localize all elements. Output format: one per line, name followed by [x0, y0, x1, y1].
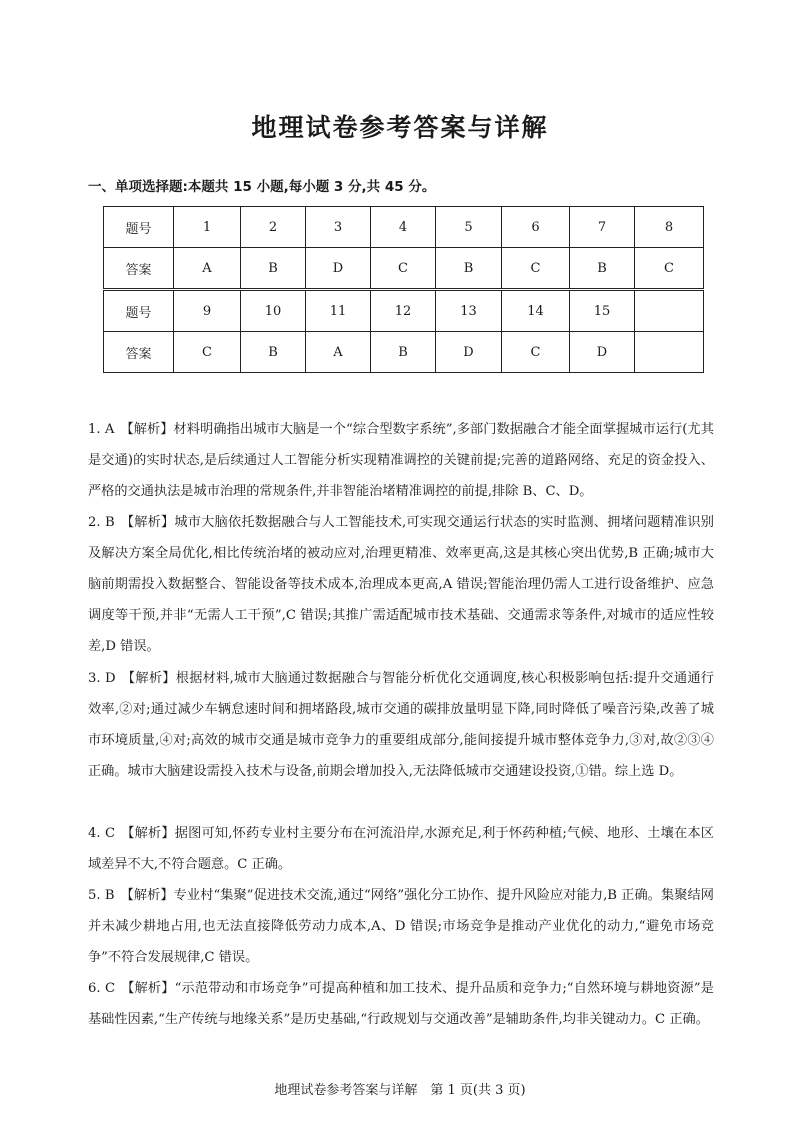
table-cell: C — [502, 248, 570, 290]
table-cell: 3 — [306, 207, 371, 248]
explanation-text: 【解析】专业村“集聚”促进技术交流,通过“网络”强化分工协作、提升风险应对能力,B 正确。集聚结网并未减少耕地占用,也无法直接降低劳动力成本,A、D 错误;市场竞争是推动产业优化的动力,“避免市场竞争”不符合发展规律,C 错误。 — [88, 888, 714, 965]
table-cell: C — [635, 248, 704, 290]
explanation-1 — [88, 414, 714, 507]
table-cell: 15 — [570, 290, 635, 332]
table-cell: C — [174, 332, 241, 373]
question-number: 1. A — [88, 422, 115, 437]
answer-table — [103, 206, 704, 373]
table-cell: 14 — [502, 290, 570, 332]
explanation-5 — [88, 880, 714, 973]
table-cell: A — [306, 332, 371, 373]
explanation-text: 【解析】根据材料,城市大脑通过数据融合与智能分析优化交通调度,核心积极影响包括:提升交通通行效率,②对;通过减少车辆怠速时间和拥堵路段,城市交通的碳排放量明显下降,同时降低了噪音污染,改善了城市环境质量,④对;高效的城市交通是城市竞争力的重要组成部分,能间接提升城市整体竞争力,③对,故②③④正确。城市大脑建设需投入技术与设备,前期会增加投入,无法降低城市交通建设投资,①错。综上选 D。 — [88, 671, 714, 779]
question-number: 6. C — [88, 981, 116, 996]
table-cell — [635, 332, 704, 373]
table-cell: B — [241, 248, 306, 290]
row-header-cell: 答案 — [104, 332, 174, 373]
explanation-text: 【解析】“示范带动和市场竞争”可提高种植和加工技术、提升品质和竞争力;“自然环境与耕地资源”是基础性因素,“生产传统与地缘关系”是历史基础,“行政规划与交通改善”是辅助条件,均非关键动力。C 正确。 — [88, 981, 714, 1027]
table-cell: 8 — [635, 207, 704, 248]
row-header-cell: 题号 — [104, 290, 174, 332]
question-number: 5. B — [88, 888, 115, 903]
table-row — [104, 207, 704, 248]
explanation-text: 【解析】据图可知,怀药专业村主要分布在河流沿岸,水源充足,利于怀药种植;气候、地形、土壤在本区域差异不大,不符合题意。C 正确。 — [88, 826, 714, 872]
table-cell: A — [174, 248, 241, 290]
table-cell: B — [570, 248, 635, 290]
table-cell: 4 — [371, 207, 436, 248]
table-cell: 5 — [436, 207, 502, 248]
row-header-cell: 题号 — [104, 207, 174, 248]
table-row — [104, 332, 704, 373]
table-cell: C — [371, 248, 436, 290]
table-cell: D — [570, 332, 635, 373]
table-cell: 6 — [502, 207, 570, 248]
table-cell: 10 — [241, 290, 306, 332]
table-cell: 7 — [570, 207, 635, 248]
question-number: 4. C — [88, 826, 116, 841]
table-cell: D — [306, 248, 371, 290]
page-title: 地理试卷参考答案与详解 — [251, 113, 549, 142]
table-cell: 13 — [436, 290, 502, 332]
explanation-2 — [88, 507, 714, 662]
table-cell: B — [436, 248, 502, 290]
table-row — [104, 248, 704, 290]
question-number: 3. D — [88, 671, 116, 686]
table-cell: 11 — [306, 290, 371, 332]
table-cell: 2 — [241, 207, 306, 248]
explanation-text: 【解析】材料明确指出城市大脑是一个“综合型数字系统”,多部门数据融合才能全面掌握城市运行(尤其是交通)的实时状态,是后续通过人工智能分析实现精准调控的关键前提;完善的道路网络、充足的资金投入、严格的交通执法是城市治理的常规条件,并非智能治堵精准调控的前提,排除 B、C、D。 — [88, 422, 714, 499]
section-heading: 一、单项选择题:本题共 15 小题,每小题 3 分,共 45 分。 — [88, 179, 436, 195]
table-cell: 9 — [174, 290, 241, 332]
table-cell: B — [241, 332, 306, 373]
table-cell: B — [371, 332, 436, 373]
explanation-3 — [88, 663, 714, 787]
explanation-4 — [88, 818, 714, 880]
table-cell: 1 — [174, 207, 241, 248]
table-row — [104, 290, 704, 332]
explanation-6 — [88, 973, 714, 1035]
page-footer: 地理试卷参考答案与详解 第 1 页(共 3 页) — [274, 1083, 526, 1098]
table-cell: 12 — [371, 290, 436, 332]
row-header-cell: 答案 — [104, 248, 174, 290]
table-cell — [635, 290, 704, 332]
explanation-text: 【解析】城市大脑依托数据融合与人工智能技术,可实现交通运行状态的实时监测、拥堵问题精准识别及解决方案全局优化,相比传统治堵的被动应对,治理更精准、效率更高,这是其核心突出优势,B 正确;城市大脑前期需投入数据整合、智能设备等技术成本,治理成本更高,A 错误;智能治理仍需人工进行设备维护、应急调度等干预,并非“无需人工干预”,C 错误;其推广需适配城市技术基础、交通需求等条件,对城市的适应性较差,D 错误。 — [88, 515, 714, 654]
table-cell: D — [436, 332, 502, 373]
table-cell: C — [502, 332, 570, 373]
question-number: 2. B — [88, 515, 115, 530]
